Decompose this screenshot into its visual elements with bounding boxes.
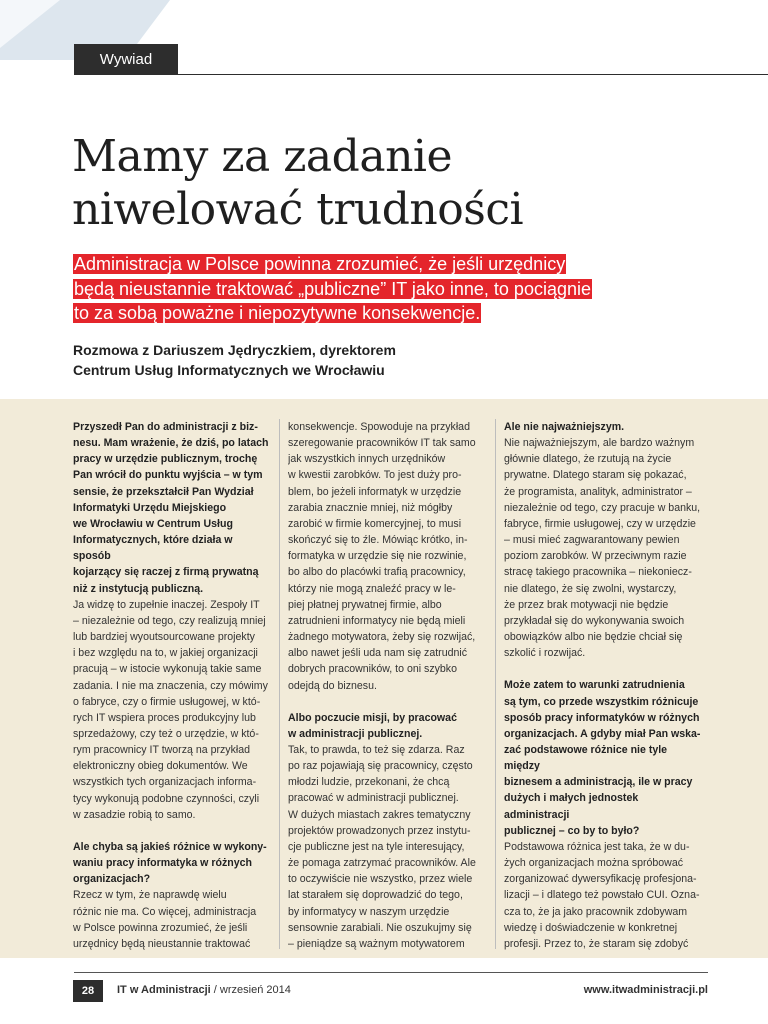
answer-line: przykładał się do wykonywania swoich [504,614,685,627]
answer-line: – musi mieć zagwarantowany pewien [504,534,680,547]
answer-line: projektów prowadzonych przez instytu- [288,824,471,837]
answer-line: że przez brak motywacji nie będzie [504,598,669,611]
article-subtitle [73,340,673,380]
subtitle-line-1: Rozmowa z Dariuszem Jędryczkiem, dyrektorem [73,342,396,358]
answer-line: Ja widzę to zupełnie inaczej. Zespoły IT [73,598,260,611]
footer-rule [74,972,708,973]
question-line: Przyszedł Pan do administracji z biz- [73,421,258,433]
question-line: organizacjach? [73,873,151,886]
answer-line: zatrudnieni informatycy nie będą mieli [288,614,466,627]
question-line: w administracji publicznej. [288,727,423,740]
title-line-1: Mamy za zadanie [72,131,453,182]
answer-line: Nie najważniejszym, ale bardzo ważnym [504,437,695,450]
answer-line: prywatne. Dlatego staram się pokazać, [504,469,687,482]
answer-line: jak wszystkich innych urzędników [288,453,446,466]
question-line: we Wrocławiu w Centrum Usług [73,517,233,530]
answer-line: szkolić i rozwijać. [504,647,586,660]
answer-line: lub bardziej wyoutsourcowane projekty [73,631,255,644]
answer-line: po raz pojawiają się pracownicy, często [288,760,473,773]
answer-line: zarobić w firmie komercyjnej, to musi [288,517,462,530]
answer-line: elektroniczny obieg dokumentów. We [73,760,248,773]
column-divider [495,419,496,949]
answer-line: – pieniądze są ważnym motywatorem [288,937,465,950]
question-line: publicznej – co by to było? [504,824,640,837]
answer-line: tycy wykonują podobne czynności, czyli [73,792,260,805]
question-line: Informatycznych, które działa w sposób [73,534,233,563]
answer-line: – niezależnie od tego, czy realizują mniej [73,614,266,627]
title-line-2: niwelować trudności [72,184,524,235]
answer-line: którzy nie mogą znaleźć pracy w le- [288,582,456,595]
question-line: Może zatem to warunki zatrudnienia [504,679,685,692]
question-line: waniu pracy informatyka w różnych [73,857,252,870]
answer-line: obowiązków albo nie będzie chciał się [504,631,683,644]
answer-line: by informatycy w naszym urzędzie [288,905,450,918]
answer-line: fabryce, firmie usługowej, czy w urzędzie [504,517,696,530]
article-lead [73,252,693,326]
answer-line: Podstawowa różnica jest taka, że w du- [504,840,690,853]
answer-line: piej płatnej prywatnej firmie, albo [288,598,442,611]
answer-line: rych IT wspiera proces produkcyjny lub [73,711,256,724]
answer-line: głównie dlatego, że rzutują na życie [504,453,672,466]
answer-line: żadnego motywatora, żeby się rozwijać, [288,631,476,644]
answer-line: dobrych pracowników, to oni szybko [288,663,457,676]
footer-url[interactable]: www.itwadministracji.pl [583,984,708,996]
article-title [72,130,712,236]
subtitle-line-2: Centrum Usług Informatycznych we Wrocławiu [73,362,385,378]
answer-line: że pomaga zatrzymać pracowników. Ale [288,857,476,870]
answer-line: zadania. I nie ma znaczenia, czy mówimy [73,679,268,692]
column-divider [279,419,280,949]
answer-line: wiedzę i doświadczenie w konkretnej [504,921,678,934]
lead-line-1: Administracja w Polsce powinna zrozumieć, że jeśli urzędnicy [74,254,566,274]
answer-line: nie dlatego, że się zwolni, wystarczy, [504,582,677,595]
question-line: Ale chyba są jakieś różnice w wykony- [73,840,267,853]
answer-line: cje publiczne jest na tyle interesujący, [288,840,465,853]
question-line: organizacjach. A gdyby miał Pan wska- [504,727,701,740]
answer-line: szeregowanie pracowników IT tak samo [288,437,476,450]
question-line: sposób pracy informatyków w różnych [504,711,700,724]
question-line: nesu. Mam wrażenie, że dziś, po latach [73,437,269,450]
answer-line: W dużych miastach zakres tematyczny [288,808,471,821]
answer-line: sensownie zarabiali. Nie oszukujmy się [288,921,472,934]
article-column-2 [288,419,488,951]
answer-line: konsekwencje. Spowoduje na przykład [288,421,470,433]
question-line: zać podstawowe różnice nie tyle między [504,743,668,773]
answer-line: cza to, że ja jako pracownik zdobywam [504,905,688,918]
article-column-3 [504,419,704,951]
section-rule [178,74,768,75]
answer-line: pracują – w istocie wykonują takie same [73,663,262,676]
answer-line: blem, bo jeżeli informatyk w urzędzie [288,485,462,498]
question-line: sensie, że przekształcił Pan Wydział [73,485,254,498]
answer-line: o fabryce, czy o firmie usługowej, w któ- [73,695,261,708]
answer-line: stracę takiego pracownika – niekoniecz- [504,566,692,579]
lead-line-2: będą nieustannie traktować „publiczne” IT jako inne, to pociągnie [74,278,591,299]
answer-line: pracować w administracji publicznej. [288,792,459,805]
answer-line: bo albo do placówki trafią pracownicy, [288,566,466,579]
magazine-name: IT w Administracji [117,984,211,996]
lead-line-3: to za sobą poważne i niepozytywne konsekwencje. [74,303,481,323]
answer-line: poziom zarobków. W przeciwnym razie [504,550,687,563]
answer-line: w Polsce powinna zrozumieć, że jeśli [73,921,248,934]
question-line: Informatyki Urzędu Miejskiego [73,501,227,514]
magazine-issue: / wrzesień 2014 [210,984,291,996]
answer-line: żych organizacjach można spróbować [504,857,684,870]
answer-line: zarabia znacznie mniej, niż mógłby [288,501,453,514]
answer-line: albo nawet jeśli uda nam się zatrudnić [288,647,468,660]
answer-line: różnic nie ma. Co więcej, administracja [73,905,257,918]
answer-line: Rzecz w tym, że naprawdę wielu [73,889,227,902]
question-line: biznesem a administracją, ile w pracy [504,776,693,789]
answer-line: lat starałem się doprowadzić do tego, [288,889,463,902]
answer-line: i bez względu na to, w jakiej organizacji [73,647,258,660]
answer-line: odejdą do biznesu. [288,679,377,692]
answer-line: młodzi ludzie, przekonani, że chcą [288,776,450,789]
paragraph-gap [73,823,269,839]
section-tag: Wywiad [74,44,178,75]
question-line: Albo poczucie misji, by pracować [288,711,457,724]
answer-line: niezależnie od tego, czy pracuje w banku, [504,501,701,514]
question-line: są tym, co przede wszystkim różnicuje [504,695,699,708]
answer-line: rym pracownicy IT tworzą na przykład [73,744,251,757]
page-number: 28 [73,980,103,1002]
question-line: pracy w urzędzie publicznym, trochę [73,453,258,466]
answer-line: lizacji – i dlatego też powstało CUI. Ozna- [504,889,700,902]
answer-line: to oczywiście nie wszystko, przez wiele [288,873,473,886]
answer-line: formatyka w urzędzie się nie rozwinie, [288,550,467,563]
answer-line: że programista, analityk, administrator – [504,485,692,498]
question-line: dużych i małych jednostek administracji [504,792,639,821]
paragraph-gap [288,694,488,710]
answer-line: skończyć się to źle. Mówiąc krótko, in- [288,534,468,547]
answer-line: Tak, to prawda, to też się zdarza. Raz [288,743,465,756]
question-line: Pan wrócił do punktu wyjścia – w tym [73,469,263,482]
question-line: kojarzący się raczej z firmą prywatną [73,566,259,579]
question-line: niż z instytucją publiczną. [73,582,204,595]
answer-line: sprzedażowy, czy też o urzędzie, w któ- [73,727,259,740]
answer-line: profesji. Przez to, że staram się zdobyć [504,937,689,950]
answer-line: w zasadzie robią to samo. [73,808,196,821]
question-line: Ale nie najważniejszym. [504,421,625,433]
paragraph-gap [504,661,704,677]
article-column-1 [73,419,269,951]
answer-line: zorganizować dywersyfikację profesjona- [504,873,697,886]
answer-line: w kwestii zarobków. To jest duży pro- [288,469,462,482]
answer-line: urzędnicy będą nieustannie traktować [73,937,251,950]
footer-magazine [117,984,291,996]
answer-line: wszystkich tych organizacjach informa- [73,776,257,789]
